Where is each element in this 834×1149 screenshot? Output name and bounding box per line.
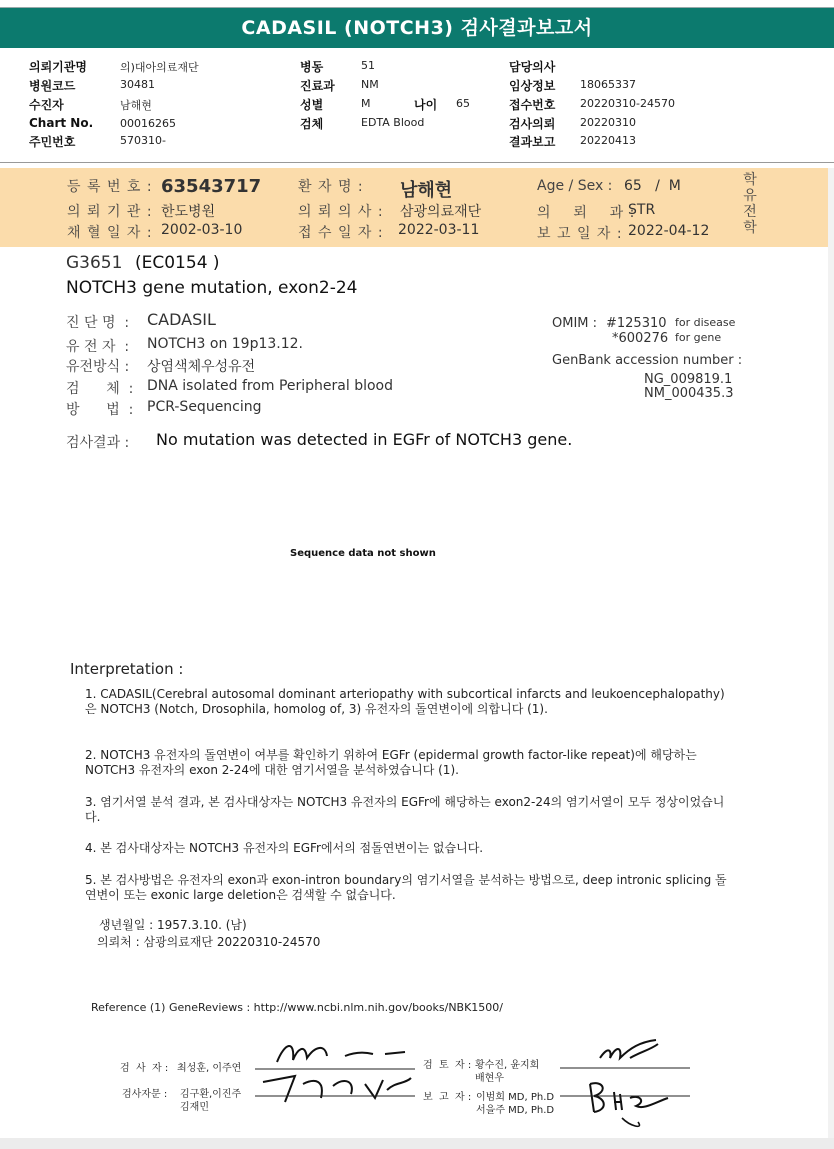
result-text: No mutation was detected in EGFr of NOTCH3 gene. xyxy=(156,430,573,449)
header-value: 65 xyxy=(456,97,470,110)
genbank-acc-2: NM_000435.3 xyxy=(644,386,734,401)
footer-bar xyxy=(0,1138,834,1149)
header-label: 접수번호 xyxy=(509,98,556,112)
detail-label: 유 전 자 : xyxy=(66,339,130,355)
test-code: G3651 xyxy=(66,253,123,273)
detail-value: DNA isolated from Peripheral blood xyxy=(147,378,394,394)
report-date-label: 보 고 일 자 : xyxy=(537,226,623,242)
genbank-label: GenBank accession number : xyxy=(552,353,743,368)
header-label: 주민번호 xyxy=(29,135,76,149)
reviewer-label: 검 토 자 : xyxy=(423,1060,472,1071)
advisor-names-1: 김구환,이진주 xyxy=(180,1089,242,1100)
reporter-names-1: 이범희 MD, Ph.D xyxy=(476,1092,555,1103)
right-edge-strip xyxy=(828,168,834,1138)
recv-date-value: 2022-03-11 xyxy=(398,222,480,238)
header-value: 51 xyxy=(361,59,375,72)
reference: Reference (1) GeneReviews : http://www.ncbi.nlm.nih.gov/books/NBK1500/ xyxy=(91,1001,504,1014)
header-value: 남해현 xyxy=(120,99,152,112)
dept-vertical-label: 학유전학 xyxy=(743,172,757,236)
header-value: 570310- xyxy=(120,134,166,147)
header-value: EDTA Blood xyxy=(361,116,425,129)
detail-label: 검 체 : xyxy=(66,381,134,397)
detail-label: 유전방식 : xyxy=(66,359,130,375)
header-value: 00016265 xyxy=(120,117,176,130)
interpretation-item: 4. 본 검사대상자는 NOTCH3 유전자의 EGFr에서의 점돌연변이는 없습니다. xyxy=(85,841,484,855)
header-label: 나이 xyxy=(414,98,438,112)
patient-value: 남해현 xyxy=(400,180,453,201)
omim-gene-no: *600276 xyxy=(612,331,669,346)
tester-label: 검 사 자 : xyxy=(120,1063,169,1074)
omim-label: OMIM : xyxy=(552,316,598,331)
header-value: M xyxy=(361,97,371,110)
header-value: 20220310-24570 xyxy=(580,97,675,110)
dept-label: 의 뢰 과 : xyxy=(537,205,636,221)
birth-date: 생년월일 : 1957.3.10. (남) xyxy=(99,918,247,932)
reporter-names-2: 서을주 MD, Ph.D xyxy=(476,1105,555,1116)
dept-value: STR xyxy=(628,202,656,218)
req-doc-label: 의 뢰 의 사 : xyxy=(298,204,384,220)
header-label: 병원코드 xyxy=(29,79,76,93)
req-org-label: 의 뢰 기 관 : xyxy=(67,204,153,220)
advisor-names-2: 김재민 xyxy=(180,1102,209,1113)
header-value: 20220310 xyxy=(580,116,636,129)
test-code2: (EC0154 ) xyxy=(135,253,220,273)
header-label: 수진자 xyxy=(29,98,64,112)
test-name: NOTCH3 gene mutation, exon2-24 xyxy=(66,278,358,298)
omim-gene-text: for gene xyxy=(675,331,722,344)
reviewer-signature xyxy=(560,1032,695,1137)
header-label: 검체 xyxy=(300,117,324,131)
interpretation-item: 2. NOTCH3 유전자의 돌연변이 여부를 확인하기 위하여 EGFr (epidermal growth factor-like repeat)에 해당하는 NOTCH3 유전자의 exon 2-24에 대한 염기서열을 분석하였습니다 (1). xyxy=(85,748,697,777)
patient-label: 환 자 명 : xyxy=(298,179,364,195)
header-label: 임상정보 xyxy=(509,79,556,93)
header-label: 성별 xyxy=(300,98,324,112)
req-org-value: 한도병원 xyxy=(161,204,216,220)
reg-no-value: 63543717 xyxy=(161,176,262,197)
detail-value: CADASIL xyxy=(147,310,216,329)
genbank-acc-1: NG_009819.1 xyxy=(644,372,733,387)
detail-value: PCR-Sequencing xyxy=(147,399,262,415)
header-value: NM xyxy=(361,78,379,91)
header-label: 의뢰기관명 xyxy=(29,60,87,74)
interpretation-item: 3. 염기서열 분석 결과, 본 검사대상자는 NOTCH3 유전자의 EGFr에 해당하는 exon2-24의 염기서열이 모두 정상이었습니다. xyxy=(85,795,725,824)
reporter-label: 보 고 자 : xyxy=(423,1092,472,1103)
interpretation-title: Interpretation : xyxy=(70,660,184,678)
interpretation-item: 5. 본 검사방법은 유전자의 exon과 exon-intron boundary의 염기서열을 분석하는 방법으로, deep intronic splicing 돌연변이 또는 exonic large deletion은 검색할 수 없습니다. xyxy=(85,873,727,902)
reviewer-names-2: 배현우 xyxy=(475,1073,504,1084)
header-label: Chart No. xyxy=(29,116,94,130)
tester-names: 최성훈, 이주연 xyxy=(177,1063,242,1074)
header-label: 결과보고 xyxy=(509,135,556,149)
reg-no-label: 등 록 번 호 : xyxy=(67,179,153,195)
draw-date-value: 2002-03-10 xyxy=(161,222,243,238)
report-date-value: 2022-04-12 xyxy=(628,223,710,239)
omim-disease-no: #125310 xyxy=(606,316,667,331)
advisor-label: 검사자문 : xyxy=(122,1089,168,1100)
reviewer-names-1: 황수진, 윤지희 xyxy=(475,1060,540,1071)
sequence-note: Sequence data not shown xyxy=(290,548,436,559)
header-label: 담당의사 xyxy=(509,60,556,74)
header-value: 20220413 xyxy=(580,134,636,147)
detail-value: 상염색체우성유전 xyxy=(147,359,256,375)
header-label: 병동 xyxy=(300,60,324,74)
tester-signature xyxy=(255,1032,420,1112)
result-label: 검사결과 : xyxy=(66,435,130,451)
interpretation-item: 1. CADASIL(Cerebral autosomal dominant arteriopathy with subcortical infarcts and leukoencephalopathy)은 NOTCH3 (Notch, Drosophila, homolog of, 3) 유전자의 돌연변이에 의합니다 (1). xyxy=(85,687,725,716)
header-value: 의)대아의료재단 xyxy=(120,61,199,74)
detail-label: 방 법 : xyxy=(66,402,134,418)
recv-date-label: 접 수 일 자 : xyxy=(298,225,384,241)
draw-date-label: 채 혈 일 자 : xyxy=(67,225,153,241)
header-label: 진료과 xyxy=(300,79,335,93)
omim-disease-text: for disease xyxy=(675,316,736,329)
header-separator xyxy=(0,162,834,163)
agesex-value: 65 / M xyxy=(624,178,681,194)
detail-value: NOTCH3 on 19p13.12. xyxy=(147,336,304,352)
agesex-label: Age / Sex : xyxy=(537,178,613,194)
detail-label: 진 단 명 : xyxy=(66,315,130,331)
header-value: 30481 xyxy=(120,78,155,91)
header-value: 18065337 xyxy=(580,78,636,91)
requester-info: 의뢰처 : 삼광의료재단 20220310-24570 xyxy=(97,935,321,949)
header-label: 검사의뢰 xyxy=(509,117,556,131)
report-title: CADASIL (NOTCH3) 검사결과보고서 xyxy=(0,8,834,48)
req-doc-value: 삼광의료재단 xyxy=(400,204,482,220)
